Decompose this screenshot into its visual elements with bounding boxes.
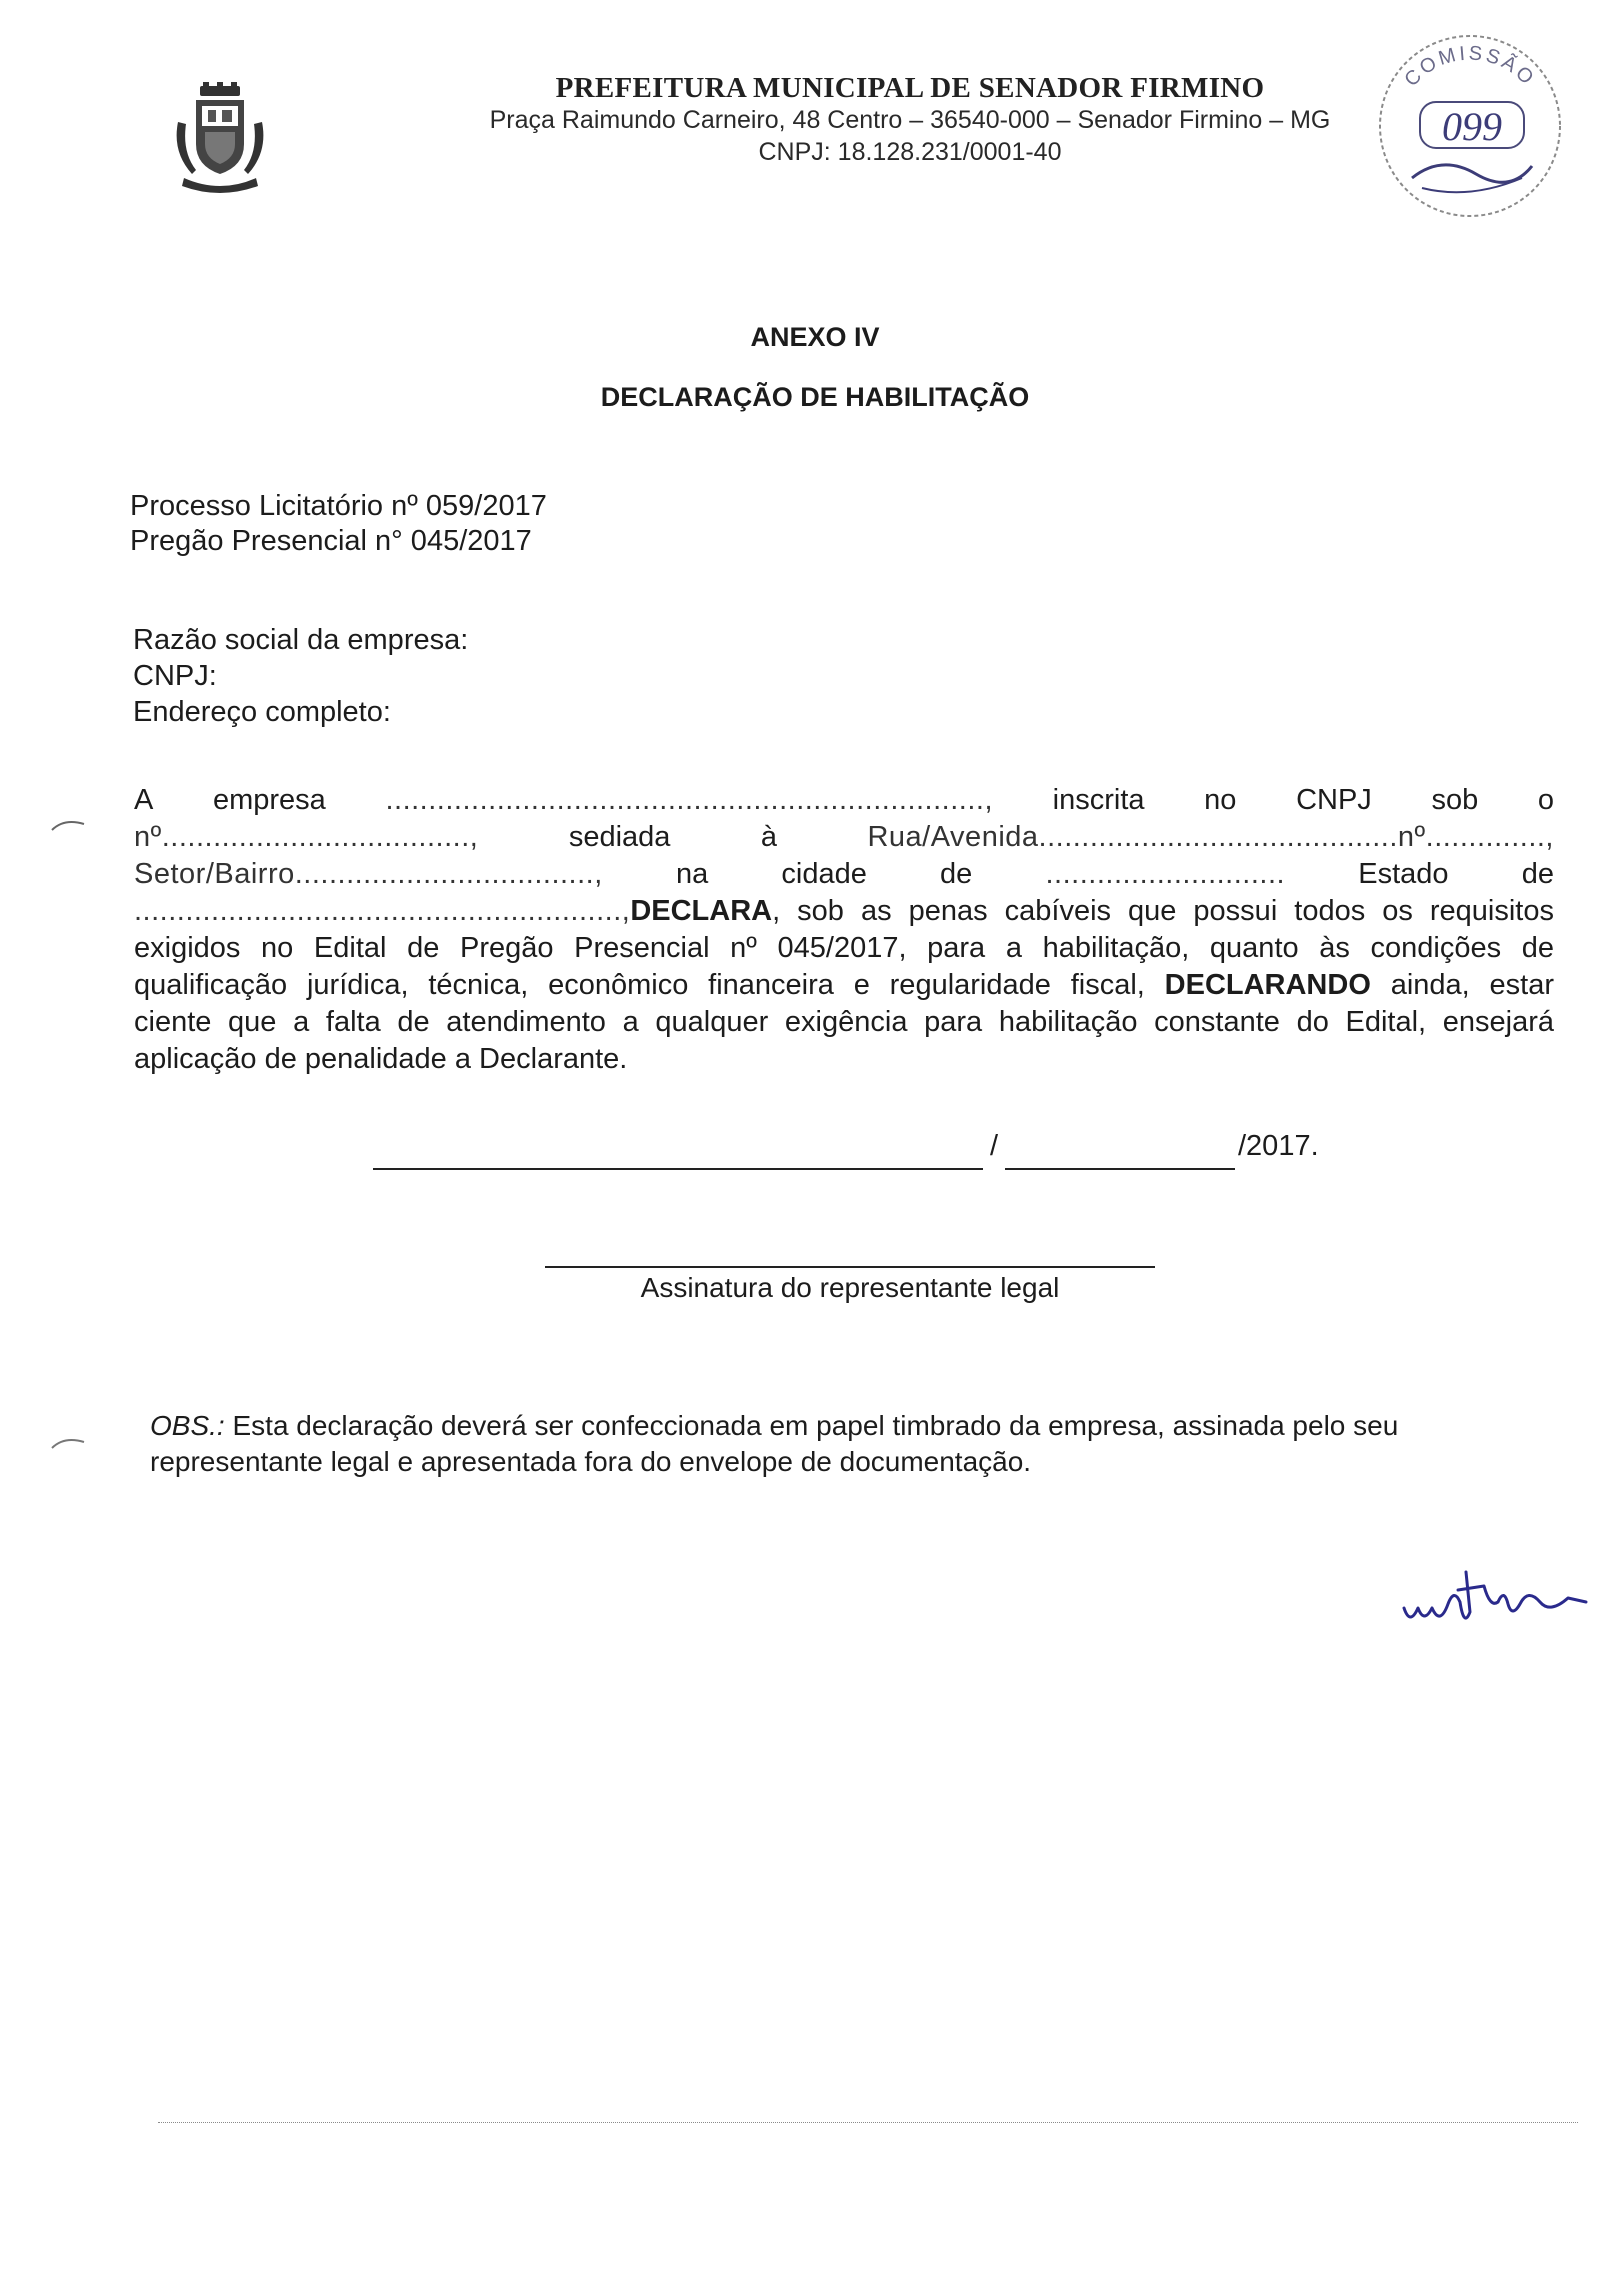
obs-text: Esta declaração deverá ser confeccionada em papel timbrado da empresa, assinada pelo seu: [224, 1410, 1399, 1441]
declarando-bold: DECLARANDO: [1164, 969, 1371, 1001]
p-word: sob: [1431, 784, 1479, 816]
p-word: inscrita: [1052, 784, 1145, 816]
declara-bold: DECLARA: [630, 895, 773, 927]
paragraph-line-1: [134, 786, 1554, 815]
date-day-month-blank: [373, 1168, 983, 1170]
stamp-number: 099: [1442, 104, 1502, 149]
municipal-crest-icon: [170, 82, 270, 200]
obs-label: OBS.:: [150, 1410, 225, 1441]
obs-line-1: [150, 1410, 1398, 1442]
paragraph-line-2: [134, 823, 1554, 852]
signature-label: Assinatura do representante legal: [640, 1272, 1060, 1303]
header-address: Praça Raimundo Carneiro, 48 Centro – 36540-000 – Senador Firmino – MG: [489, 106, 1331, 134]
p-text: ainda, estar: [1370, 969, 1554, 1001]
p-word: no: [1204, 784, 1237, 816]
state-blank: .........................................................,: [134, 895, 631, 927]
field-cnpj: CNPJ:: [133, 660, 217, 692]
p-word: Estado: [1358, 858, 1449, 890]
p-word: sediada: [568, 821, 671, 853]
date-year: /2017.: [1238, 1130, 1319, 1162]
obs-line-2: representante legal e apresentada fora do envelope de documentação.: [150, 1446, 1032, 1477]
p-word: A: [134, 784, 154, 816]
p-word: empresa: [212, 784, 326, 816]
paragraph-line-5: exigidos no Edital de Pregão Presencial nº 045/2017, para a habilitação, quanto às condições de: [134, 932, 1554, 964]
signature-line: [545, 1266, 1155, 1268]
field-razao-social: Razão social da empresa:: [133, 624, 469, 656]
margin-mark: [50, 818, 88, 832]
p-word: de: [940, 858, 973, 890]
margin-mark: [50, 1436, 88, 1450]
number-blank: nº....................................,: [134, 821, 479, 853]
page-title: DECLARAÇÃO DE HABILITAÇÃO: [600, 382, 1030, 412]
declaration-paragraph: [134, 786, 1554, 1086]
p-text: , sob as penas cabíveis que possui todos os requisitos: [772, 895, 1554, 927]
date-separator: /: [990, 1130, 999, 1162]
paragraph-line-8: aplicação de penalidade a Declarante.: [134, 1043, 628, 1075]
city-blank: ............................: [1045, 858, 1286, 890]
district-blank: Setor/Bairro...................................,: [134, 858, 603, 890]
paragraph-line-7: ciente que a falta de atendimento a qualquer exigência para habilitação constante do Edital, ensejará: [134, 1006, 1554, 1038]
header-title: PREFEITURA MUNICIPAL DE SENADOR FIRMINO: [555, 72, 1265, 104]
annex-title: ANEXO IV: [750, 322, 880, 352]
handwritten-initials: [1400, 1568, 1590, 1638]
field-endereco: Endereço completo:: [133, 696, 391, 728]
paragraph-line-6: [134, 971, 1554, 1000]
p-word: à: [760, 821, 778, 853]
p-word: na: [675, 858, 709, 890]
p-word: o: [1537, 784, 1554, 816]
p-word: cidade: [781, 858, 867, 890]
paragraph-line-4: [134, 897, 1554, 926]
company-name-blank: ......................................................................,: [385, 784, 994, 816]
p-word: de: [1521, 858, 1554, 890]
stamp-text: COMISSÃO: [1400, 42, 1540, 91]
street-blank: Rua/Avenida..........................................nº..............,: [867, 821, 1554, 853]
date-month-blank: [1005, 1168, 1235, 1170]
p-text: qualificação jurídica, técnica, econômico financeira e regularidade fiscal,: [134, 969, 1165, 1001]
p-word: CNPJ: [1296, 784, 1372, 816]
bottom-rule: [158, 2122, 1578, 2123]
process-pregao: Pregão Presencial n° 045/2017: [130, 525, 532, 557]
process-licitatorio: Processo Licitatório nº 059/2017: [130, 490, 547, 522]
header-cnpj: CNPJ: 18.128.231/0001-40: [758, 138, 1062, 166]
paragraph-line-3: [134, 860, 1554, 889]
commission-stamp: [1372, 28, 1568, 224]
